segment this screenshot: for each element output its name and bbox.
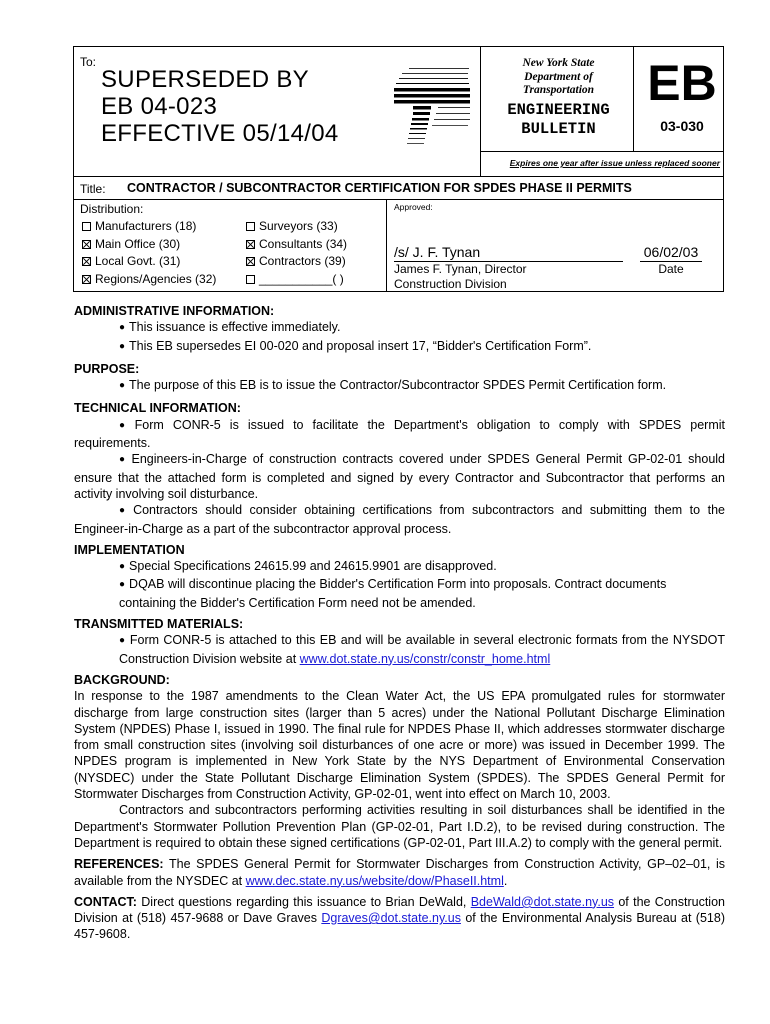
bulletin-type-line: BULLETIN: [521, 120, 596, 138]
bullet-text: Form CONR-5 is issued to facilitate the Department's obligation to comply with SPDES permit requirements.: [74, 417, 725, 451]
distribution-item-label: Main Office (30): [95, 236, 181, 251]
distribution-item-label: Consultants (34): [259, 236, 348, 251]
bullet-item: ● Special Specifications 24615.99 and 24615.9901 are disapproved.: [74, 558, 725, 576]
distribution-list-left: [82, 218, 216, 288]
section-heading: TRANSMITTED MATERIALS:: [74, 617, 244, 632]
distribution-item-label: Manufacturers (18): [95, 219, 197, 233]
distribution-item: [82, 253, 216, 271]
distribution-item-label: Surveyors (33): [259, 219, 338, 233]
approver-name: James F. Tynan, Director: [394, 262, 527, 276]
checkbox-icon: [246, 275, 255, 284]
superseded-notice: [101, 66, 339, 147]
contact: [74, 894, 725, 943]
bullet-item: ● This EB supersedes EI 00-020 and proposal insert 17, “Bidder's Certification Form”.: [74, 338, 725, 356]
distribution-item-label: ___________( ): [259, 271, 344, 286]
signature: /s/ J. F. Tynan: [394, 244, 623, 262]
divider: [73, 176, 724, 177]
distribution-item-label: Regions/Agencies (32): [95, 271, 217, 286]
agency-line: Department of: [524, 70, 593, 83]
distribution-item: [82, 271, 216, 289]
agency-line: New York State: [522, 57, 595, 69]
checkbox-checked-icon: [82, 257, 91, 266]
distribution-list-right: [246, 218, 347, 288]
checkbox-checked-icon: [246, 257, 255, 266]
approved-label: Approved:: [394, 202, 433, 212]
section-heading: CONTACT:: [74, 894, 137, 909]
distribution-item: [246, 271, 347, 289]
bullet-item: [74, 451, 725, 502]
distribution-item-label: Local Govt. (31): [95, 254, 181, 268]
distribution-item: [82, 236, 216, 254]
references: [74, 856, 725, 889]
distribution-item: [246, 253, 347, 271]
agency-name: [486, 57, 631, 98]
checkbox-checked-icon: [82, 240, 91, 249]
references-text: The SPDES General Permit for Stormwater Discharges from Construction Activity, GP–02–01, is available from the NYSDEC at: [74, 857, 726, 888]
bullet-item: ● The purpose of this EB is to issue the Contractor/Subcontractor SPDES Permit Certification form.: [74, 377, 725, 395]
section-heading: BACKGROUND:: [74, 672, 170, 687]
checkbox-checked-icon: [246, 240, 255, 249]
divider: [633, 46, 634, 151]
bulletin-type: [486, 101, 631, 139]
bullet-item: [74, 502, 725, 537]
nysdot-logo: [393, 66, 479, 148]
distribution-item: [246, 236, 347, 254]
nysdec-link[interactable]: www.dec.state.ny.us/website/dow/PhaseII.html: [245, 873, 504, 888]
distribution-label: Distribution:: [80, 202, 144, 216]
approver: [394, 262, 527, 291]
paragraph: Contractors and subcontractors performing activities resulting in soil disturbances shall be identified in the Department's Stormwater Pollution Prevention Plan (GP-02-01, Part I.D.2), to be revised during construction. The Department is required to obtain these signed certifications (GP-02-01, Part III.A.2) to comply with the general permit.: [74, 803, 725, 850]
bullet-text: DQAB will discontinue placing the Bidder's Certification Form into proposals. Contract documents containing the Bidder's Certification Form need not be amended.: [119, 577, 667, 610]
superseded-line: EFFECTIVE 05/14/04: [101, 120, 339, 147]
section-heading: PURPOSE:: [74, 361, 140, 376]
section-heading: TECHNICAL INFORMATION:: [74, 401, 241, 416]
bullet-item: ● This issuance is effective immediately.: [74, 319, 725, 337]
title-label: Title:: [80, 182, 106, 196]
approval-date: 06/02/03: [640, 244, 702, 262]
construction-website-link[interactable]: www.dot.state.ny.us/constr/constr_home.html: [299, 651, 551, 666]
checkbox-icon: [82, 222, 91, 231]
divider: [73, 199, 724, 200]
superseded-line: SUPERSEDED BY: [101, 66, 309, 93]
distribution-item: [246, 218, 347, 236]
checkbox-icon: [246, 222, 255, 231]
approver-division: Construction Division: [394, 276, 507, 291]
paragraph: In response to the 1987 amendments to the Clean Water Act, the US EPA promulgated rules for stormwater discharge from large construction sites (larger than 5 acres) under the National Pollutant Discharge Elimination System (NPDES) Phase I, issued in 1990. The final rule for NPDES Phase II, which addresses stormwater discharge from small construction sites (involving soil disturbances of one acre or more) was issued in December 1999. The NPDES program is implemented in New York State by the NYS Department of Environmental Conservation (NYSDEC) under the State Pollutant Discharge Elimination System (SPDES). The SPDES General Permit for Stormwater Discharges from Construction Activity, GP-02-01, went into effect on March 10, 2003.: [74, 689, 725, 802]
contact-text: of the Construction Division at (518) 457-9688 or Dave Graves: [74, 894, 725, 926]
distribution-item-label: Contractors (39): [259, 254, 346, 268]
contact-text: Direct questions regarding this issuance to Brian DeWald,: [141, 894, 467, 909]
bullet-item: [74, 417, 725, 452]
email-link-dewald[interactable]: BdeWald@dot.state.ny.us: [470, 894, 615, 909]
references-end: .: [503, 873, 508, 888]
checkbox-checked-icon: [82, 275, 91, 284]
email-link-graves[interactable]: Dgraves@dot.state.ny.us: [321, 911, 461, 926]
date-label: Date: [658, 262, 684, 276]
superseded-line: EB 04-023: [101, 93, 218, 120]
bullet-item: [74, 632, 725, 667]
eb-label: EB: [647, 55, 717, 111]
section-heading: ADMINISTRATIVE INFORMATION:: [74, 304, 275, 318]
agency-line: Transportation: [522, 84, 595, 96]
divider: [386, 199, 387, 292]
contact-text: of the Environmental Analysis Bureau at (518) 457-9608.: [74, 911, 725, 942]
to-label: To:: [80, 55, 97, 69]
section-heading: REFERENCES:: [74, 857, 164, 872]
bulletin-title: CONTRACTOR / SUBCONTRACTOR CERTIFICATION FOR SPDES PHASE II PERMITS: [127, 181, 632, 195]
bullet-item: [74, 576, 725, 611]
distribution-item: [82, 218, 216, 236]
bullet-text: Engineers-in-Charge of construction contracts covered under SPDES General Permit GP-02-01 should ensure that the attached form is completed and signed by every Contractor and Subcontractor that performs an activity involving soil disturbance.: [74, 452, 726, 501]
divider: [480, 151, 724, 152]
bulletin-type-line: ENGINEERING: [507, 101, 610, 119]
eb-number: 03-030: [660, 118, 704, 134]
expires-note: Expires one year after issue unless replaced sooner: [509, 158, 720, 168]
bulletin-body: [74, 303, 725, 943]
bullet-text: Contractors should consider obtaining certifications from subcontractors and submitting them to the Engineer-in-Charge as a part of the subcontractor approval process.: [74, 503, 725, 536]
section-heading: IMPLEMENTATION: [74, 542, 185, 557]
divider: [480, 46, 481, 177]
bullet-text: Form CONR-5 is attached to this EB and will be available in several electronic formats from the NYSDOT Construction Division website at: [119, 633, 725, 666]
